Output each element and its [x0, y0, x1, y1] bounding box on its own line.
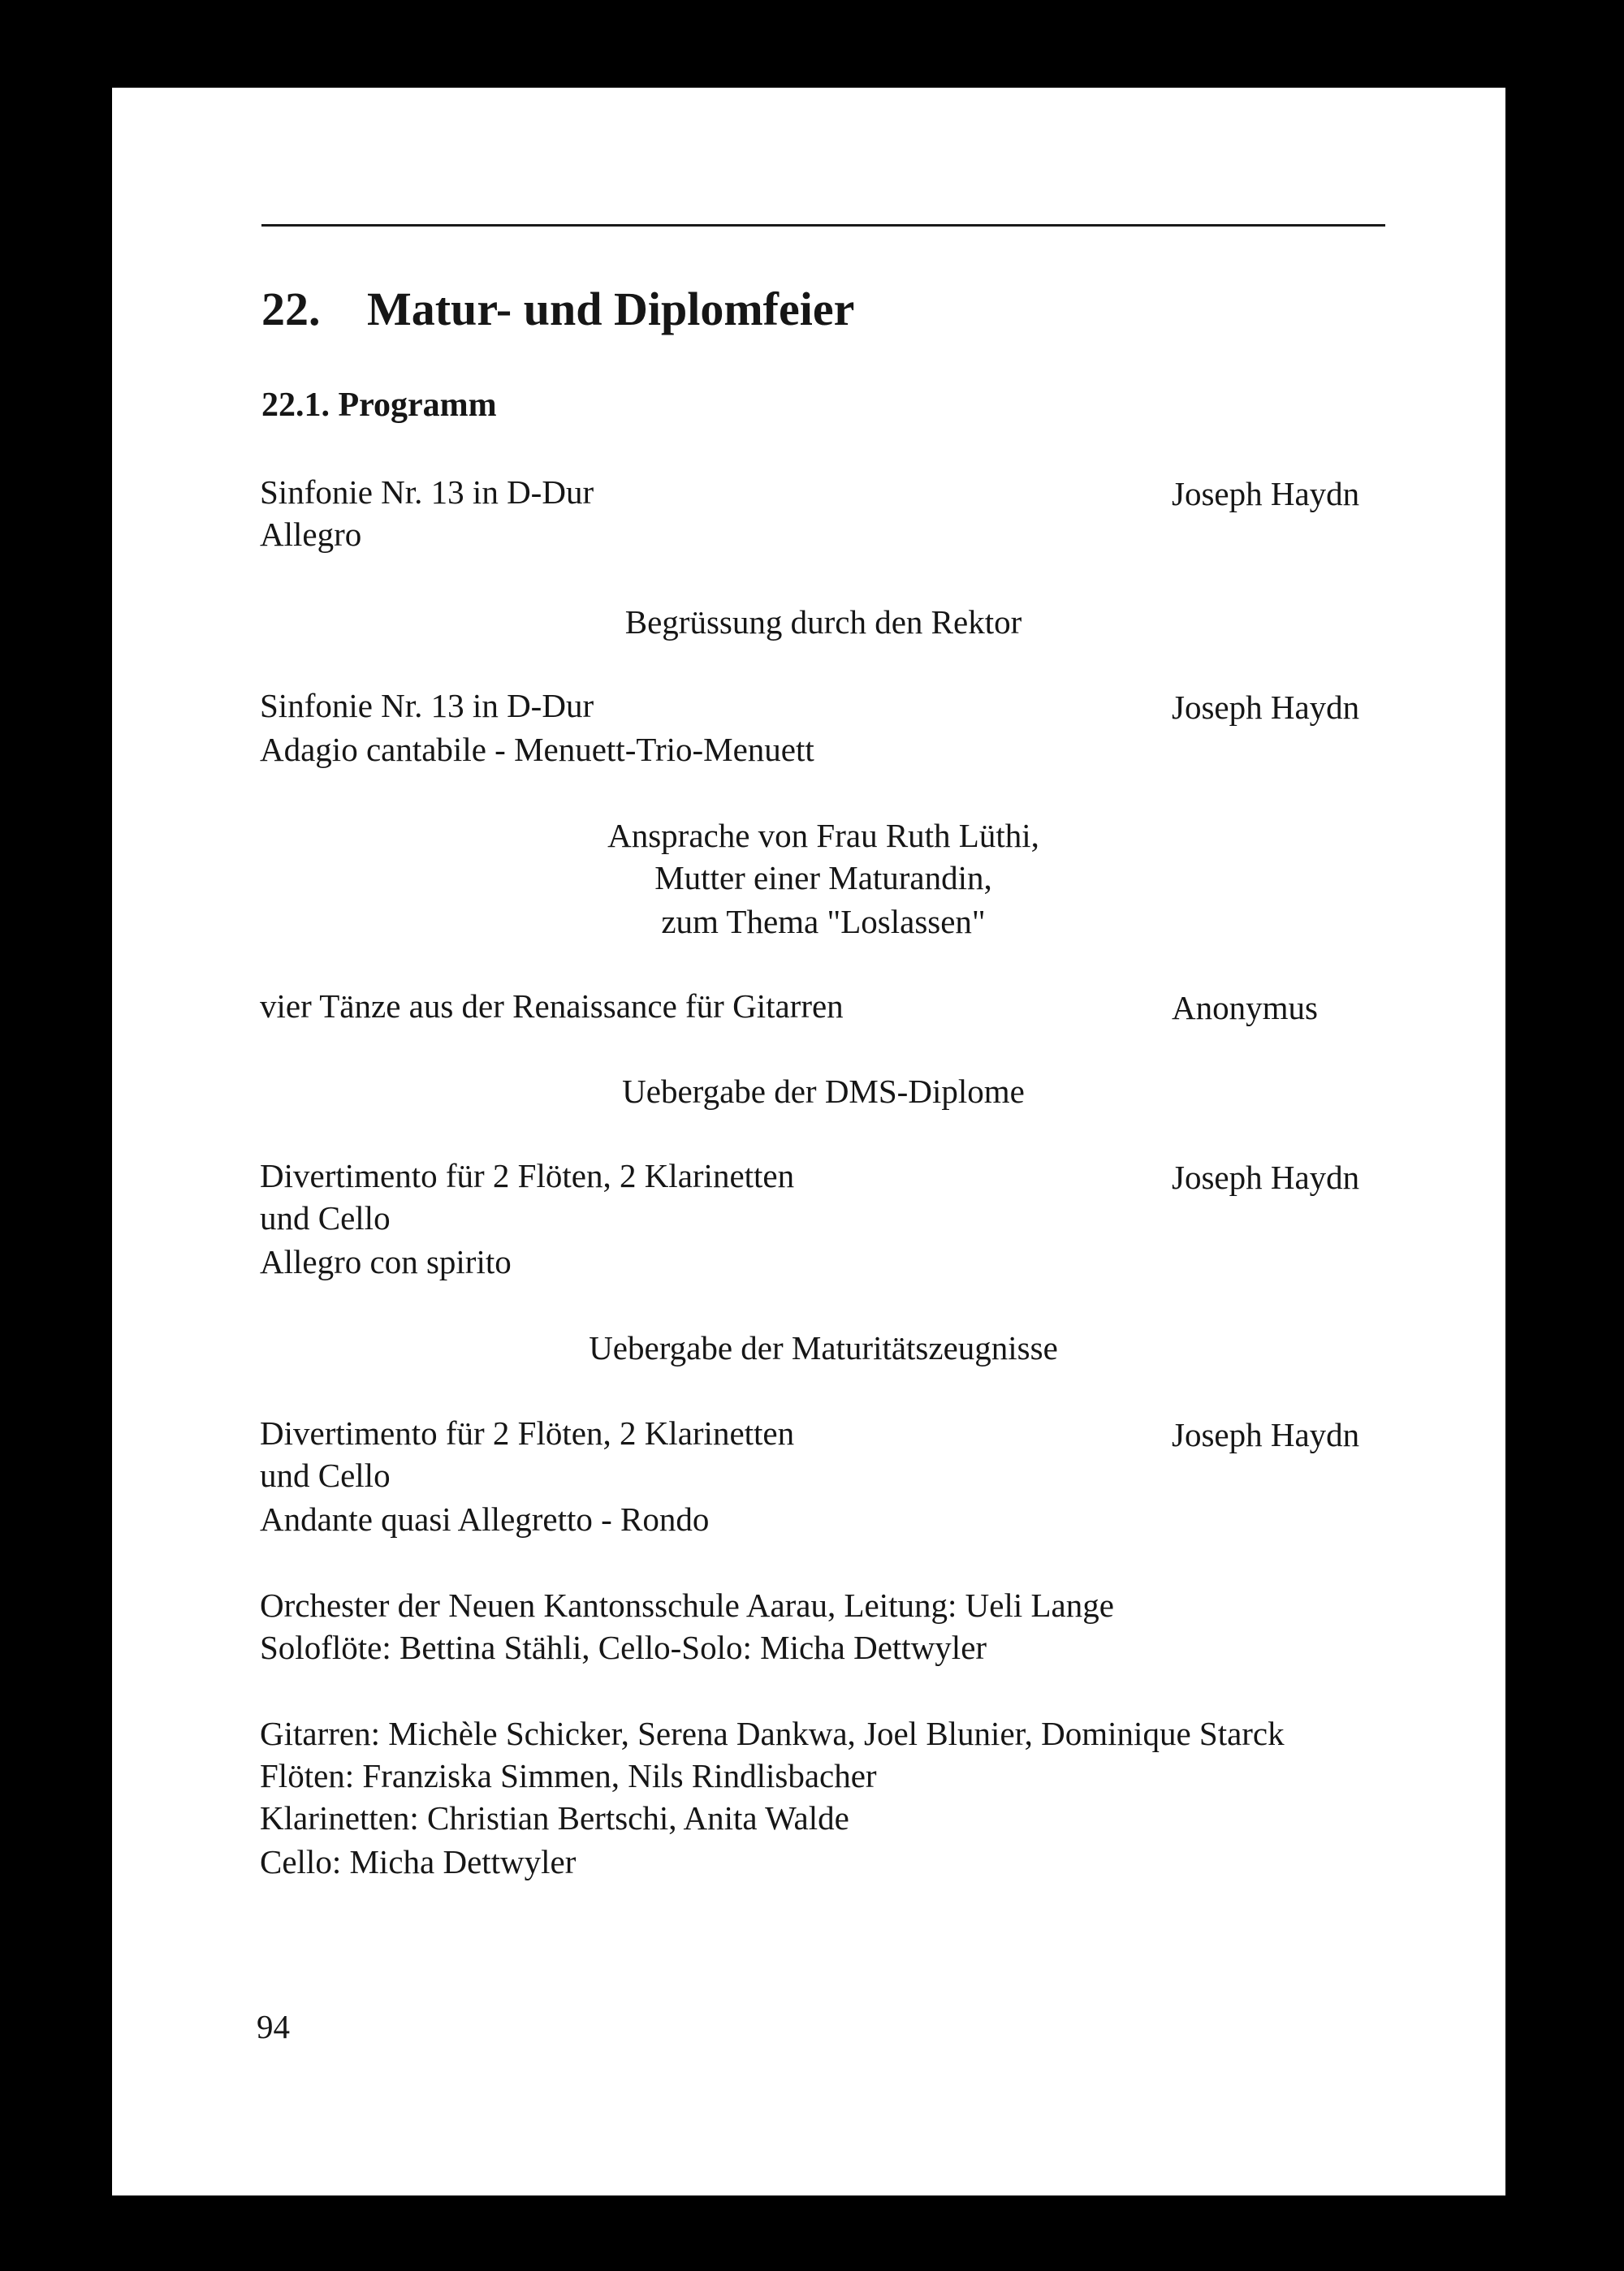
- chapter-heading: [261, 283, 855, 335]
- program-item-composer: Joseph Haydn: [1172, 1416, 1360, 1453]
- program-item-title: Divertimento für 2 Flöten, 2 Klarinetten: [260, 1157, 795, 1194]
- program-item-movement: Adagio cantabile - Menuett-Trio-Menuett: [260, 731, 814, 768]
- section-heading: 22.1. Programm: [261, 386, 497, 424]
- program-item-composer: Joseph Haydn: [1172, 475, 1360, 512]
- program-item-title-cont: und Cello: [260, 1199, 391, 1237]
- program-item-movement: Andante quasi Allegretto - Rondo: [260, 1500, 710, 1538]
- program-item-composer: Anonymus: [1172, 989, 1318, 1026]
- program-item-title-cont: und Cello: [260, 1457, 391, 1494]
- page-number: 94: [257, 2008, 290, 2045]
- credits-clarinets: Klarinetten: Christian Bertschi, Anita Walde: [260, 1799, 849, 1837]
- program-item-title: Sinfonie Nr. 13 in D-Dur: [260, 687, 594, 724]
- credits-flutes: Flöten: Franziska Simmen, Nils Rindlisbacher: [260, 1757, 877, 1794]
- program-speech-line: Mutter einer Maturandin,: [654, 859, 992, 896]
- chapter-number: 22.: [261, 283, 321, 335]
- program-item-movement: Allegro: [260, 516, 362, 553]
- program-speech-line: zum Thema "Loslassen": [661, 903, 986, 940]
- credits-soloists: Soloflöte: Bettina Stähli, Cello-Solo: Micha Dettwyler: [260, 1629, 987, 1666]
- chapter-title: Matur- und Diplomfeier: [367, 283, 855, 335]
- program-item-title: vier Tänze aus der Renaissance für Gitarren: [260, 987, 844, 1025]
- credits-cello: Cello: Micha Dettwyler: [260, 1843, 577, 1880]
- program-item-movement: Allegro con spirito: [260, 1243, 512, 1280]
- program-item-title: Divertimento für 2 Flöten, 2 Klarinetten: [260, 1414, 795, 1452]
- header-rule: [261, 224, 1385, 227]
- program-item-composer: Joseph Haydn: [1172, 689, 1360, 726]
- credits-guitars: Gitarren: Michèle Schicker, Serena Dankwa, Joel Blunier, Dominique Starck: [260, 1715, 1285, 1752]
- program-speech-line: Ansprache von Frau Ruth Lüthi,: [607, 817, 1039, 854]
- credits-orchestra: Orchester der Neuen Kantonsschule Aarau, Leitung: Ueli Lange: [260, 1587, 1114, 1624]
- program-event: Uebergabe der DMS-Diplome: [622, 1073, 1025, 1110]
- program-item-composer: Joseph Haydn: [1172, 1159, 1360, 1196]
- program-event: Uebergabe der Maturitätszeugnisse: [589, 1329, 1058, 1366]
- program-event: Begrüssung durch den Rektor: [624, 603, 1022, 641]
- program-item-title: Sinfonie Nr. 13 in D-Dur: [260, 473, 594, 511]
